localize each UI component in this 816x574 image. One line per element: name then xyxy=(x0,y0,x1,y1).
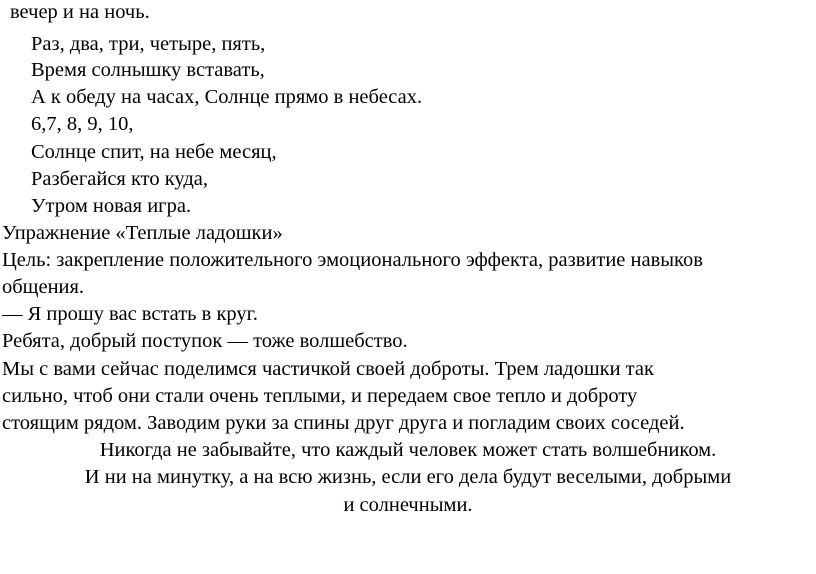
poem-line-1: Раз, два, три, четыре, пять, xyxy=(31,33,266,55)
speech-line-2: Ребята, добрый поступок — тоже волшебство. xyxy=(2,330,408,352)
closing-line-2: И ни на минутку, а на всю жизнь, если его дела будут веселыми, добрыми xyxy=(84,466,732,488)
poem-line-2: Время солнышку вставать, xyxy=(31,59,265,81)
poem-line-5: Солнце спит, на небе месяц, xyxy=(31,141,277,163)
goal-line-1: Цель: закрепление положительного эмоционального эффекта, развитие навыков xyxy=(2,249,703,271)
exercise-title: Упражнение «Теплые ладошки» xyxy=(2,222,283,244)
poem-line-0: вечер и на ночь. xyxy=(10,1,150,23)
closing-line-1: Никогда не забывайте, что каждый человек может стать волшебником. xyxy=(99,439,717,461)
closing-line-3: и солнечными. xyxy=(343,494,473,516)
paragraph-line-1: Мы с вами сейчас поделимся частичкой своей доброты. Трем ладошки так xyxy=(2,358,654,380)
poem-line-4: 6,7, 8, 9, 10, xyxy=(31,113,134,135)
poem-line-6: Разбегайся кто куда, xyxy=(31,168,209,190)
poem-line-7: Утром новая игра. xyxy=(31,195,192,217)
paragraph-line-2: сильно, чтоб они стали очень теплыми, и передаем свое тепло и доброту xyxy=(2,385,638,407)
goal-line-2: общения. xyxy=(2,276,85,298)
paragraph-line-3: стоящим рядом. Заводим руки за спины друг друга и погладим своих соседей. xyxy=(2,412,685,434)
poem-line-3: А к обеду на часах, Солнце прямо в небесах. xyxy=(31,86,423,108)
speech-line-1: — Я прошу вас встать в круг. xyxy=(2,303,258,325)
